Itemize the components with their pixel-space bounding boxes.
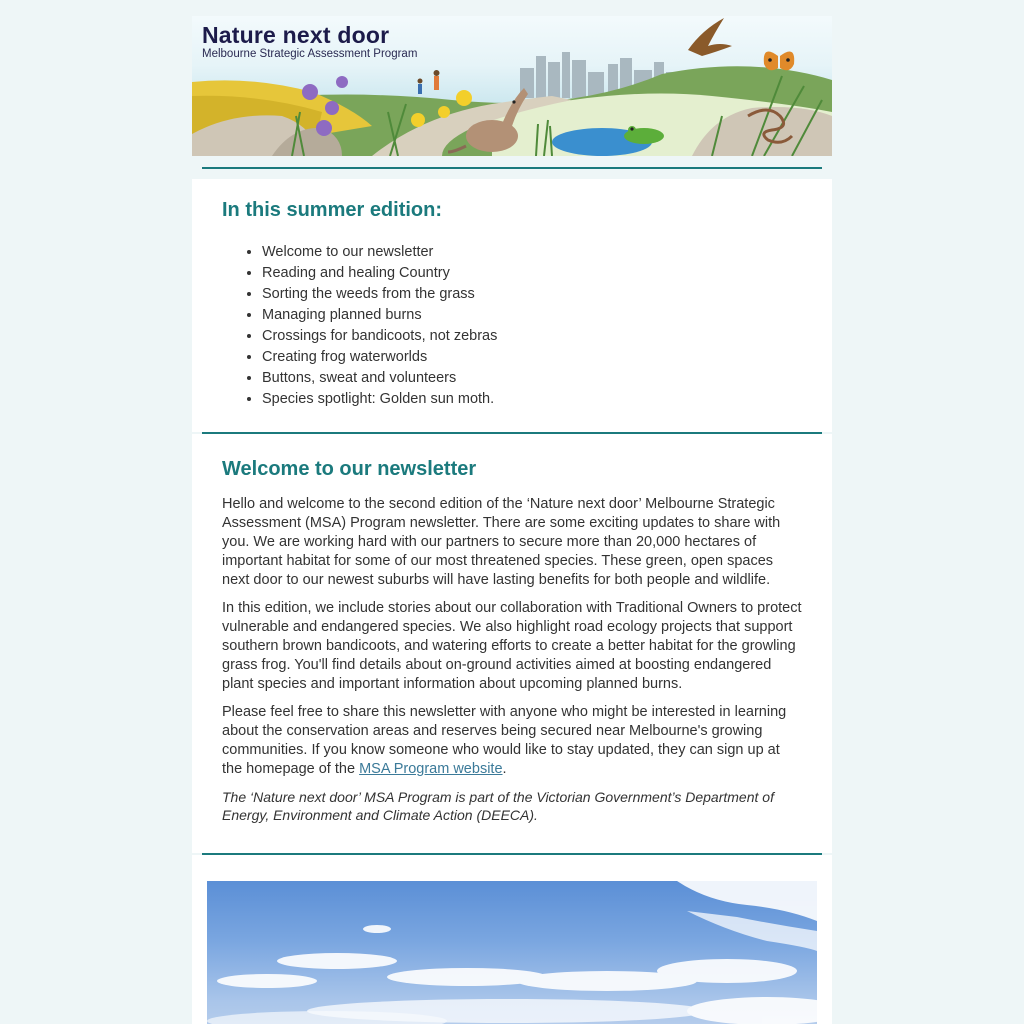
newsletter-page: [192, 0, 832, 1024]
paragraph-end: .: [502, 761, 507, 777]
toc-item: • Reading and healing Country: [262, 263, 802, 284]
header-banner: [192, 16, 832, 156]
paragraph-text: Please feel free to share this newsletter with anyone who might be interested in learning about the conservation areas and reserves being secured near Melbourne's growing communities. If you know someone who would like to stay updated, they can sign up at the homepage of the: [222, 704, 787, 777]
welcome-paragraph-1: Hello and welcome to the second edition of the ‘Nature next door’ Melbourne Strategic Assessment (MSA) Program newsletter. There are some exciting updates to share with you. We are working hard with our partners to secure more than 20,000 hectares of important habitat for some of our most threatened species. These green, open spaces next door to our newest suburbs will have lasting benefits for both people and wildlife.: [222, 496, 781, 588]
welcome-paragraph-3: [222, 703, 802, 779]
sky-clouds-image: [207, 881, 817, 1024]
toc-section: [192, 179, 832, 432]
welcome-heading: Welcome to our newsletter: [222, 458, 477, 480]
brand-title: Nature next door: [202, 22, 390, 48]
toc-item: • Creating frog waterworlds: [262, 347, 802, 368]
people-walking-icon: [418, 70, 440, 94]
toc-item: • Sorting the weeds from the grass: [262, 284, 802, 305]
welcome-section: [192, 434, 832, 853]
toc-heading: In this summer edition:: [222, 199, 443, 221]
butterfly-icon: [764, 52, 794, 71]
eagle-icon: [688, 18, 732, 56]
toc-item: • Crossings for bandicoots, not zebras: [262, 326, 802, 347]
divider: [202, 167, 822, 169]
toc-list: [222, 242, 802, 410]
toc-item: • Welcome to our newsletter: [262, 242, 802, 263]
toc-item: • Species spotlight: Golden sun moth.: [262, 389, 802, 410]
brand-subtitle: Melbourne Strategic Assessment Program: [202, 48, 418, 60]
msa-program-website-link[interactable]: MSA Program website: [359, 761, 503, 777]
toc-item: • Managing planned burns: [262, 305, 802, 326]
volunteers-photo: [207, 881, 817, 1024]
toc-item: • Buttons, sweat and volunteers: [262, 368, 802, 389]
deeca-note: The ‘Nature next door’ MSA Program is part of the Victorian Government’s Department of Energy, Environment and Climate Action (DEECA).: [222, 789, 774, 823]
photo-section: [192, 855, 832, 1024]
welcome-paragraph-2: In this edition, we include stories about our collaboration with Traditional Owners to protect vulnerable and endangered species. We also highlight road ecology projects that support southern brown bandicoots, and watering efforts to create a better habitat for the growling grass frog. You'll find details about on-ground activities aimed at boosting endangered plant species and important information about upcoming planned burns.: [222, 600, 802, 692]
